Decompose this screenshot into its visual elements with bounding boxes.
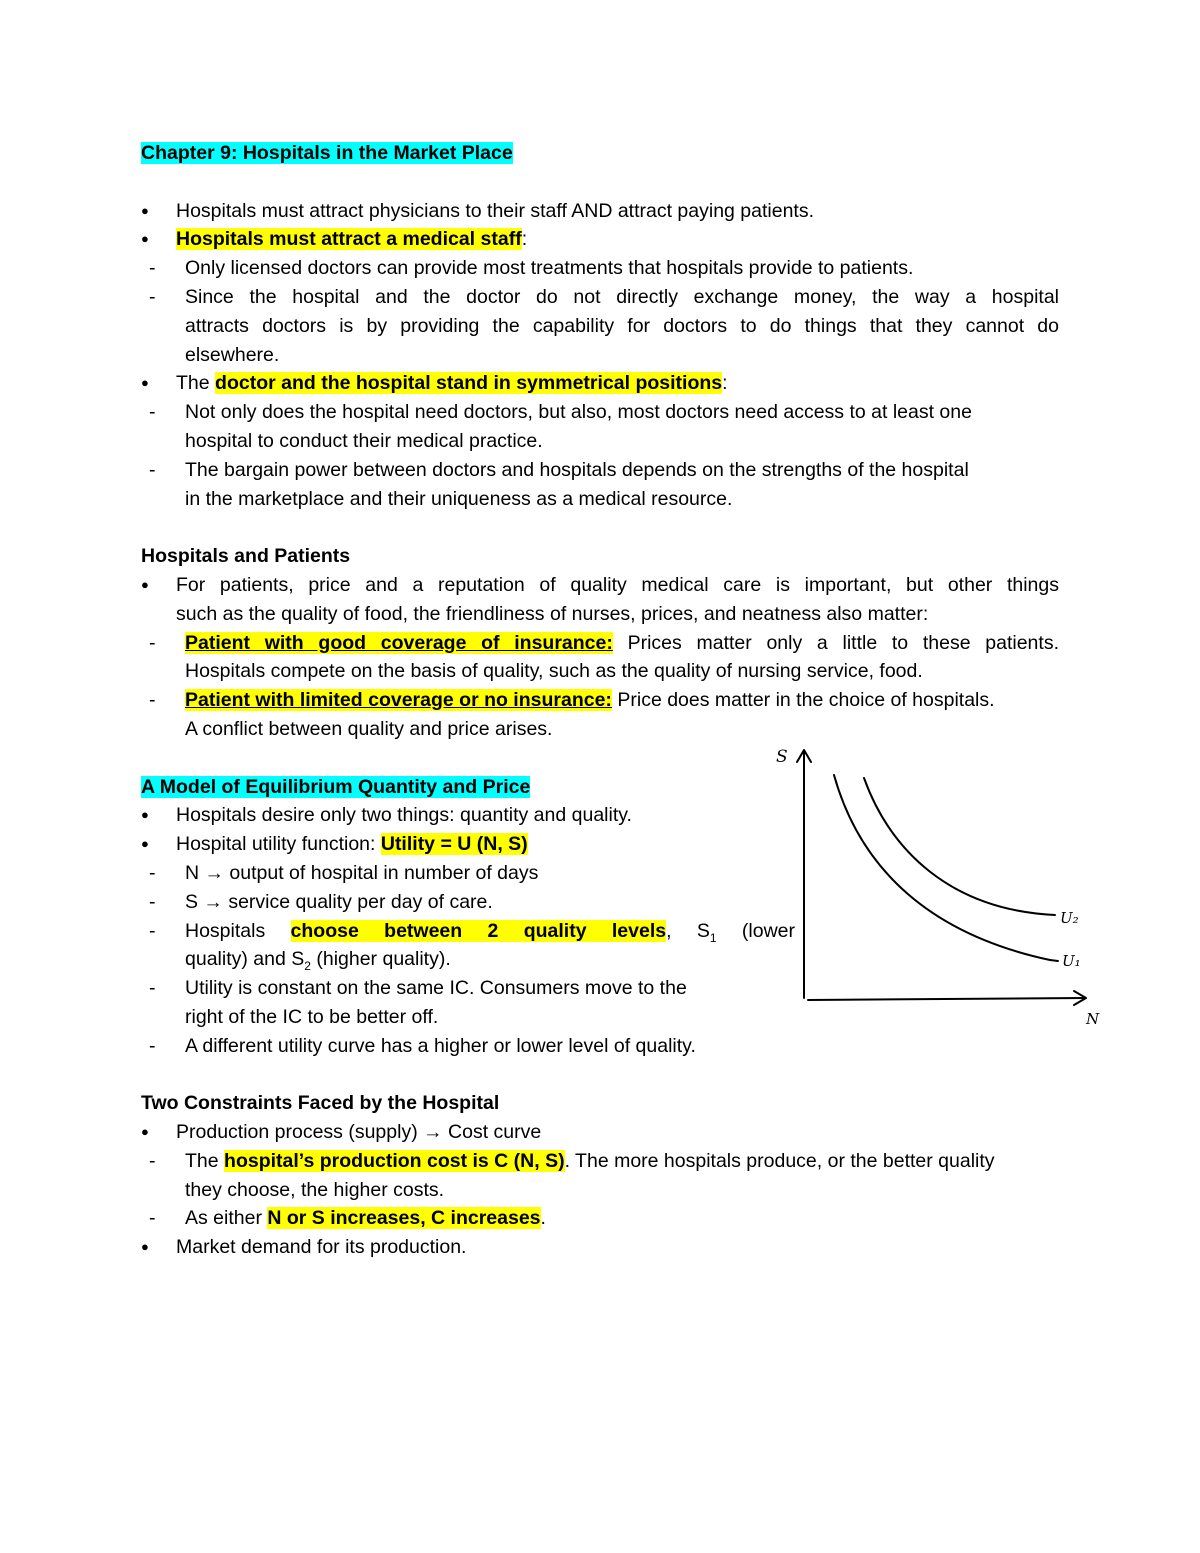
dash-text: . The more hospitals produce, or the better quality <box>564 1149 995 1172</box>
bullet-text: Hospitals must attract physicians to their staff AND attract paying patients. <box>176 199 815 222</box>
highlight-text: Utility = U (N, S) <box>380 833 528 856</box>
dash-item-continued <box>141 341 1059 370</box>
dash-item-continued <box>141 1176 1059 1205</box>
dash-item <box>141 398 1059 427</box>
highlight-text: doctor and the hospital stand in symmetrical positions <box>215 372 723 395</box>
curve-label-u1: U₁ <box>1062 952 1081 970</box>
dash-text: quality) and S <box>185 948 305 971</box>
dash-item-continued <box>141 312 1059 341</box>
x-axis <box>808 998 1085 1000</box>
highlight-text: Hospitals must attract a medical staff <box>176 228 522 251</box>
dash-text: Since the hospital and the doctor do not directly exchange money, the way a hospital <box>185 285 1059 308</box>
dash-text: Not only does the hospital need doctors, but also, most doctors need access to at least one <box>185 401 972 424</box>
indifference-curve-graph <box>760 740 1110 1040</box>
bullet-text: Market demand for its production. <box>176 1236 467 1259</box>
dash-text: Utility is constant on the same IC. Consumers move to the <box>185 977 687 1000</box>
dash-text: Hospitals <box>185 919 291 942</box>
curve-label-u2: U₂ <box>1060 909 1079 927</box>
bullet-item <box>141 571 1059 600</box>
x-axis-label: N <box>1086 1010 1100 1028</box>
dash-item <box>141 917 795 946</box>
spacer <box>141 513 1059 542</box>
bullet-item <box>141 369 1059 398</box>
subscript: 1 <box>709 930 717 945</box>
dash-text: they choose, the higher costs. <box>185 1178 445 1201</box>
dash-text: The <box>185 1149 225 1172</box>
y-axis-label: S <box>776 747 788 767</box>
section-heading-text: A Model of Equilibrium Quantity and Price <box>141 775 531 798</box>
dash-item <box>141 456 1059 485</box>
dash-text: hospital to conduct their medical practice. <box>185 429 543 452</box>
dash-text: Price does matter in the choice of hospitals. <box>611 689 995 712</box>
dash-text: (higher quality). <box>310 948 451 971</box>
bullet-item <box>141 197 1059 226</box>
dash-item <box>141 283 1059 312</box>
bullet-item-continued <box>141 600 1059 629</box>
bullet-text: Hospitals desire only two things: quantity and quality. <box>176 804 632 827</box>
bullet-text: Hospital utility function: <box>176 833 381 856</box>
indifference-curve-u2 <box>864 778 1055 915</box>
dash-text: in the marketplace and their uniqueness as a medical resource. <box>185 487 733 510</box>
document-page <box>141 139 1059 1262</box>
highlight-text: Patient with limited coverage or no insurance: <box>185 689 612 712</box>
dash-item <box>141 629 1059 658</box>
dash-item-continued <box>141 427 1059 456</box>
highlight-text: hospital’s production cost is C (N, S) <box>224 1149 565 1172</box>
dash-text: elsewhere. <box>185 343 280 366</box>
curve-label-leader <box>1050 960 1058 961</box>
dash-text: , S <box>666 919 710 942</box>
section-heading: Hospitals and Patients <box>141 545 351 568</box>
dash-text: A different utility curve has a higher or lower level of quality. <box>185 1034 696 1057</box>
dash-text: . <box>540 1207 546 1230</box>
dash-text: S → service quality per day of care. <box>185 890 493 913</box>
dash-item <box>141 1147 1059 1176</box>
dash-text: N → output of hospital in number of days <box>185 861 539 884</box>
dash-text: The bargain power between doctors and hospitals depends on the strengths of the hospital <box>185 458 969 481</box>
highlight-text: choose between 2 quality levels <box>290 919 667 942</box>
chapter-title <box>141 139 1059 168</box>
dash-text: As either <box>185 1207 268 1230</box>
dash-text: (lower <box>741 919 795 942</box>
dash-item-continued <box>141 657 1059 686</box>
bullet-text: such as the quality of food, the friendliness of nurses, prices, and neatness also matter: <box>176 602 929 625</box>
section-heading: Two Constraints Faced by the Hospital <box>141 1092 500 1115</box>
dash-item <box>141 1204 1059 1233</box>
bullet-text: : <box>521 228 528 251</box>
bullet-item <box>141 1233 1059 1262</box>
dash-text: attracts doctors is by providing the capability for doctors to do things that they cannot do <box>185 314 1059 337</box>
dash-item-continued <box>141 485 1059 514</box>
dash-item <box>141 686 1059 715</box>
bullet-item <box>141 225 1059 254</box>
bullet-text: Production process (supply) → Cost curve <box>176 1121 542 1144</box>
chapter-title-text: Chapter 9: Hospitals in the Market Place <box>141 142 513 164</box>
bullet-text: : <box>722 372 728 395</box>
highlight-text: N or S increases, C increases <box>267 1207 541 1230</box>
dash-text: right of the IC to be better off. <box>185 1005 439 1028</box>
bullet-text: The <box>176 372 216 395</box>
dash-text: A conflict between quality and price arises. <box>185 717 553 740</box>
highlight-text: Patient with good coverage of insurance: <box>185 631 613 654</box>
dash-item <box>141 254 1059 283</box>
dash-text: Hospitals compete on the basis of quality, such as the quality of nursing service, food. <box>185 660 923 683</box>
spacer <box>141 1061 1059 1090</box>
dash-text: Prices matter only a little to these patients. <box>612 631 1059 654</box>
spacer <box>141 168 1059 197</box>
dash-text: Only licensed doctors can provide most treatments that hospitals provide to patients. <box>185 257 914 280</box>
bullet-text: For patients, price and a reputation of quality medical care is important, but other things <box>176 573 1059 596</box>
indifference-curve-u1 <box>834 775 1050 960</box>
bullet-item <box>141 1118 1059 1147</box>
subscript: 2 <box>304 959 311 974</box>
